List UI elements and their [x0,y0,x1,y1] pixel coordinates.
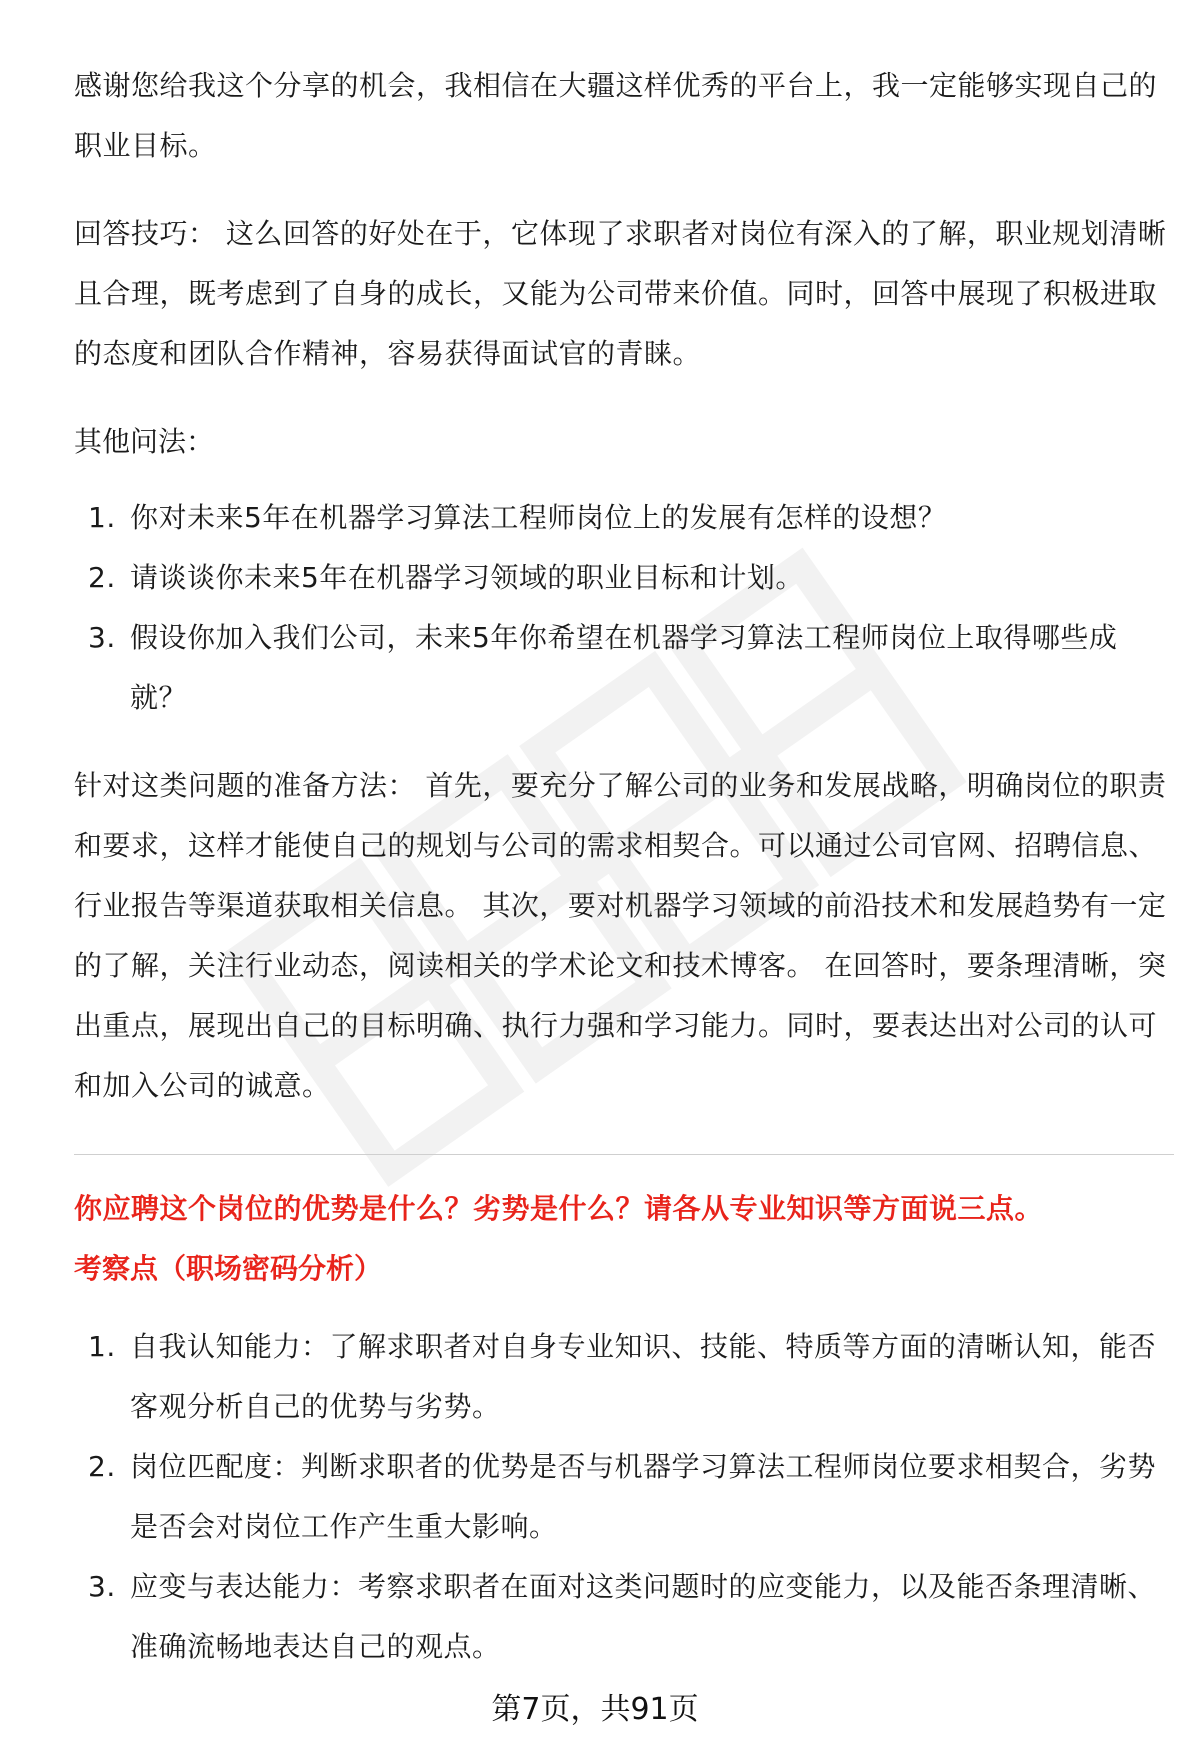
list-item-number: 2. [88,561,116,594]
list-item-number: 1. [88,501,116,534]
answer-tip-paragraph: 回答技巧： 这么回答的好处在于，它体现了求职者对岗位有深入的了解，职业规划清晰且合理，既考虑到了自身的成长，又能为公司带来价值。同时，回答中展现了积极进取的态度和团队合作精神，容易获得面试官的青睐。 [74,217,1167,370]
list-item [74,1317,1174,1437]
list-item-number: 3. [88,1570,116,1603]
list-item [74,608,1174,728]
list-item [74,1557,1174,1677]
list-item [74,1437,1174,1557]
other-questions-label: 其他问法： [74,425,215,458]
document-body [74,56,1174,1705]
intro-paragraph: 感谢您给我这个分享的机会，我相信在大疆这样优秀的平台上，我一定能够实现自己的职业目标。 [74,69,1158,162]
list-item-text: 自我认知能力：了解求职者对自身专业知识、技能、特质等方面的清晰认知，能否客观分析自己的优势与劣势。 [130,1330,1157,1423]
list-item-text: 请谈谈你未来5年在机器学习领域的职业目标和计划。 [130,561,804,594]
question-title: 你应聘这个岗位的优势是什么？劣势是什么？请各从专业知识等方面说三点。 [74,1192,1044,1225]
list-item [74,488,1174,548]
list-item-number: 2. [88,1450,116,1483]
list-item-text: 你对未来5年在机器学习算法工程师岗位上的发展有怎样的设想？ [130,501,947,534]
list-item [74,548,1174,608]
preparation-paragraph: 针对这类问题的准备方法： 首先，要充分了解公司的业务和发展战略，明确岗位的职责和要求，这样才能使自己的规划与公司的需求相契合。可以通过公司官网、招聘信息、行业报告等渠道获取相关信息。 其次，要对机器学习领域的前沿技术和发展趋势有一定的了解，关注行业动态，阅读相关的学术论文和技术博客。 在回答时，要条理清晰，突出重点，展现出自己的目标明确、执行力强和学习能力。同时，要表达出对公司的认可和加入公司的诚意。 [74,769,1167,1102]
list-item-text: 岗位匹配度：判断求职者的优势是否与机器学习算法工程师岗位要求相契合，劣势是否会对岗位工作产生重大影响。 [130,1450,1157,1543]
list-item-number: 3. [88,621,116,654]
list-item-text: 假设你加入我们公司，未来5年你希望在机器学习算法工程师岗位上取得哪些成就？ [130,621,1118,714]
page-number-footer: 第7页，共91页 [491,1692,699,1727]
analysis-points-list [74,1317,1174,1677]
list-item-number: 1. [88,1330,116,1363]
analysis-label: 考察点（职场密码分析） [74,1252,383,1285]
section-divider [74,1154,1174,1155]
list-item-text: 应变与表达能力：考察求职者在面对这类问题时的应变能力，以及能否条理清晰、准确流畅地表达自己的观点。 [130,1570,1157,1663]
other-questions-list [74,488,1174,728]
